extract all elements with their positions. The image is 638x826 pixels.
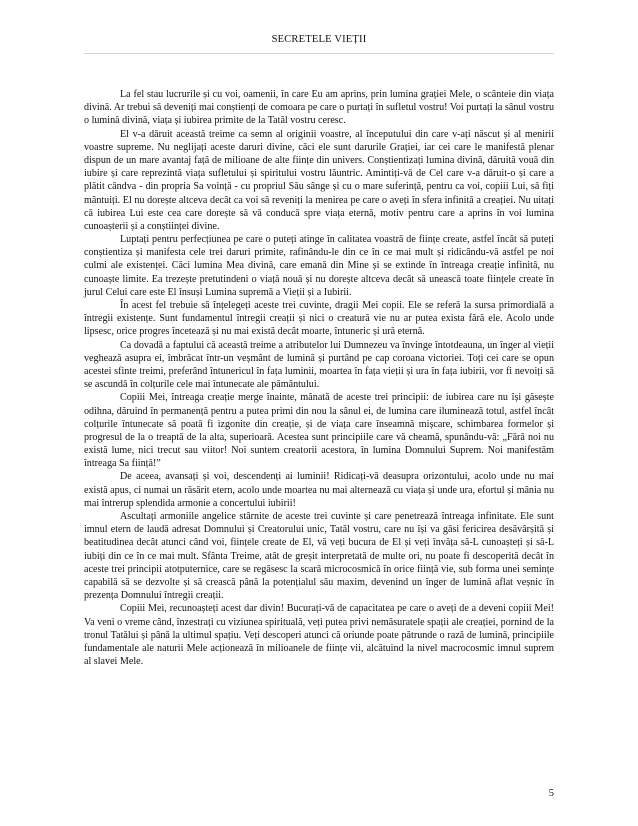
paragraph: În acest fel trebuie să înțelegeți aceste trei cuvinte, dragii Mei copii. Ele se referă la sursa primordială a întregii existențe. Sunt fundamentul întregii creații și nici o creatură vie nu ar putea exista fără ele. Acolo unde lipsesc, orice progres încetează și nu mai există decât moarte, întuneric și ură eternă. xyxy=(84,300,554,338)
paragraph: La fel stau lucrurile și cu voi, oamenii, în care Eu am aprins, prin lumina grației Mele, o scânteie din viața divină. Ar trebui să deveniți mai conștienți de comoara pe care o purtați în sufletul vostru! Voi purtați la sânul vostru o lumină divină, viața și iubirea primite de la Tatăl vostru ceresc. xyxy=(84,89,554,127)
paragraph: El v-a dăruit această treime ca semn al originii voastre, al începutului din care v-ați născut și al menirii voastre supreme. Nu neglijați aceste daruri divine, căci ele sunt darurile Grației, iar cei care le manifestă plenar dispun de un mare avantaj față de milioane de alte ființe din univers. Conștientizați lumina divină, dăruită vouă din iubire și care reprezintă viața sufletului și spiritului vostru lăuntric. Amintiți-vă de Cel care v-a dăruit-o și care a plătit cândva - din propria Sa voință - cu propriul Său sânge și cu o mare suferință, pentru ca voi, copiii Lui, să fiți mântuiți. El nu dorește altceva decât ca voi să reveniți la menirea pe care o aveți în sfera infinită a creației. Nu uitați că iubirea Lui este cea care dorește să vă conducă spre viața eternă, motiv pentru care a aprins în voi lumina cunoașterii și a conștiinței divine. xyxy=(84,128,554,232)
paragraph: Copiii Mei, întreaga creație merge înainte, mânată de aceste trei principii: de iubirea care nu își găsește odihna, dăruind în permanență pentru a putea primi din nou la sânul ei, de lumina care iluminează totul, astfel încât colțurile întunecate să poată fi izgonite din creație, și de viața care înseamnă mișcare, schimbarea formelor și progresul de la o treaptă de la alta, superioară. Acestea sunt principiile care vă cheamă, spunându-vă: „Fără noi nu există lume, nici trecut sau viitor! Noi suntem creatorii acestora, în lumina Domnului Suprem. Noi manifestăm întreaga Sa ființă!” xyxy=(84,392,554,470)
header-rule xyxy=(84,53,554,54)
running-header: SECRETELE VIEȚII xyxy=(271,34,367,45)
page-number: 5 xyxy=(548,788,554,799)
paragraph: Luptați pentru perfecțiunea pe care o puteți atinge în calitatea voastră de ființe create, astfel încât să puteți conștientiza și manifesta cele trei daruri primite, rafinându-le din ce în ce mai mult și ridicându-vă astfel pe noi culmi ale existenței. Căci lumina Mea divină, care emană din Mine și se extinde în întreaga creație infinită, nu cunoaște limite. Ea trezește pretutindeni o viață nouă și nu dorește altceva decât să unească toate ființele create în jurul Celui care este El însuși Lumina supremă a Vieții și a Iubirii. xyxy=(84,234,554,298)
paragraph: Ca dovadă a faptului că această treime a atributelor lui Dumnezeu va învinge întotdeauna, un înger al vieții veghează asupra ei, îmbrăcat într-un veșmânt de lumină și purtând pe cap coroana victoriei. Toți cei care se opun acestei sfinte treimi, preferând întunericul în fața luminii, moartea în fața vieții și ura în fața iubirii, vor fi nevoiți să se ascundă în colțurile cele mai întunecate ale pământului. xyxy=(84,339,554,391)
paragraph: Copiii Mei, recunoașteți acest dar divin! Bucurați-vă de capacitatea pe care o aveți de a deveni copiii Mei! Va veni o vreme când, înzestrați cu viziunea spirituală, veți putea privi nemăsuratele spații ale creației, pornind de la tronul Tatălui și până la ultimul spațiu. Veți descoperi atunci că oriunde poate pătrunde o rază de lumină, principiile fundamentale ale naturii Mele acționează în milioanele de ființe vii, alcătuind la nivel macrocosmic imnul suprem al slavei Mele. xyxy=(84,603,554,668)
paragraph: Ascultați armoniile angelice stârnite de aceste trei cuvinte și care penetrează întreaga infinitate. Ele sunt imnul etern de laudă adresat Domnului și Creatorului unic, Tatăl vostru, care nu își va găsi fericirea desăvârșită și beatitudinea decât atunci când voi, ființele create de El, vă veți bucura de El și veți învăța să-L cunoașteți și să-L iubiți din ce în ce mai mult. Sfânta Treime, atât de greșit interpretată de multe ori, nu poate fi descoperită decât în aceste trei principii atotputernice, care se regăsesc la scară microcosmică în orice ființă vie, sub forma unei semințe capabilă să se dezvolte și să crească până la potențialul său maxim, devenind un înger de lumină aflat veșnic în prezența Domnului întregii creații. xyxy=(84,511,554,602)
paragraph: De aceea, avansați și voi, descendenți ai luminii! Ridicați-vă deasupra orizontului, acolo unde nu mai există apus, ci numai un răsărit etern, acolo unde moartea nu mai alternează cu viața și unde ura, efortul și mânia nu mai întrerup splendida armonie a concertului iubirii! xyxy=(84,471,554,509)
body-text xyxy=(84,88,554,668)
